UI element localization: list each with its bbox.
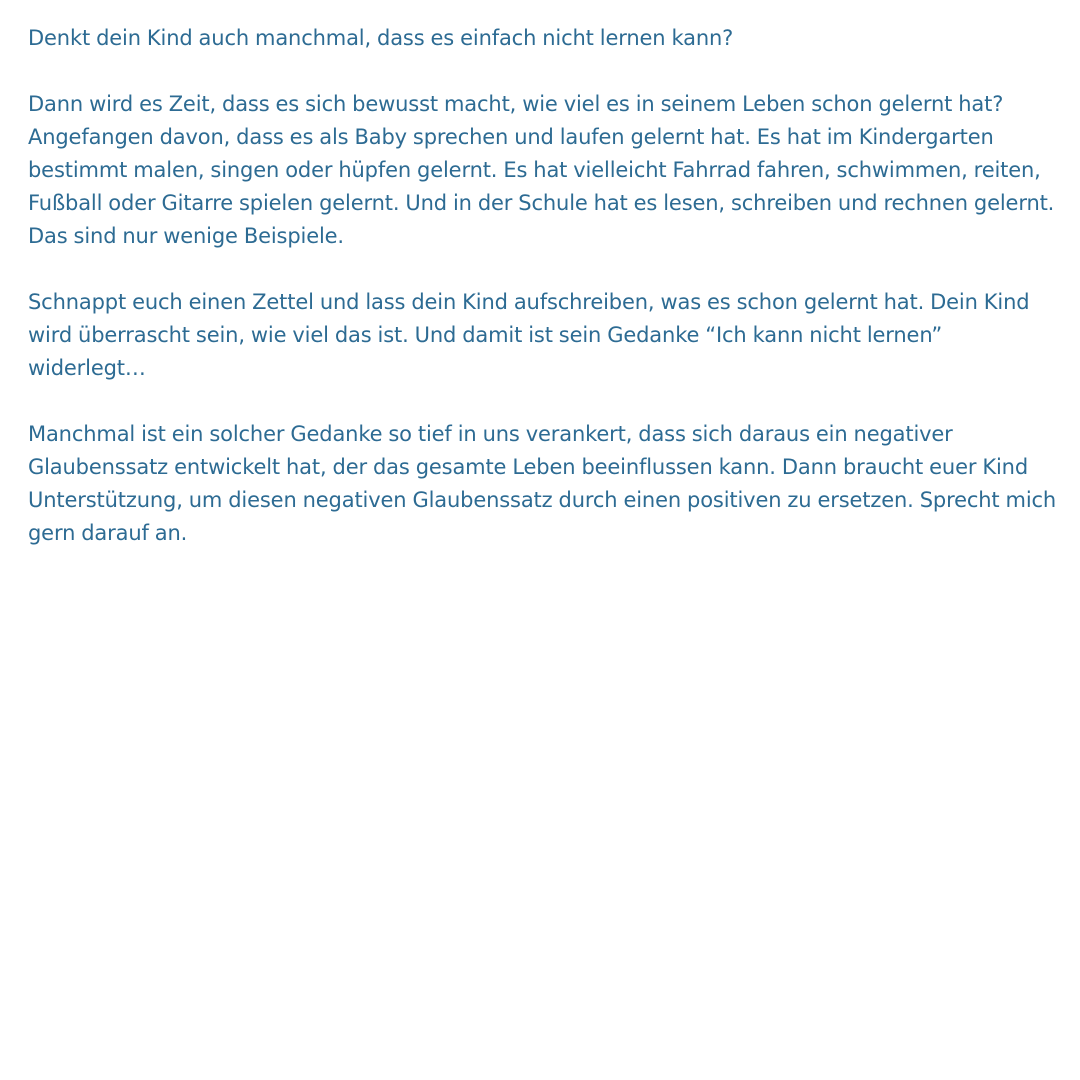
paragraph-intro-question: Denkt dein Kind auch manchmal, dass es einfach nicht lernen kann? bbox=[28, 26, 734, 50]
text-document bbox=[28, 22, 1058, 583]
paragraph-write-list: Schnappt euch einen Zettel und lass dein Kind aufschreiben, was es schon gelernt hat. Dein Kind wird überrascht sein, wie viel das ist. Und damit ist sein Gedanke “Ich kann nicht lernen” widerlegt… bbox=[28, 290, 1030, 380]
paragraph-learning-examples: Dann wird es Zeit, dass es sich bewusst macht, wie viel es in seinem Leben schon gelernt hat? Angefangen davon, dass es als Baby sprechen und laufen gelernt hat. Es hat im Kindergarten bestimmt malen, singen oder hüpfen gelernt. Es hat vielleicht Fahrrad fahren, schwimmen, reiten, Fußball oder Gitarre spielen gelernt. Und in der Schule hat es lesen, schreiben und rechnen gelernt. Das sind nur wenige Beispiele. bbox=[28, 92, 1055, 248]
paragraph-belief-support: Manchmal ist ein solcher Gedanke so tief in uns verankert, dass sich daraus ein negativer Glaubenssatz entwickelt hat, der das gesamte Leben beeinflussen kann. Dann braucht euer Kind Unterstützung, um diesen negativen Glaubenssatz durch einen positiven zu ersetzen. Sprecht mich gern darauf an. bbox=[28, 422, 1057, 545]
